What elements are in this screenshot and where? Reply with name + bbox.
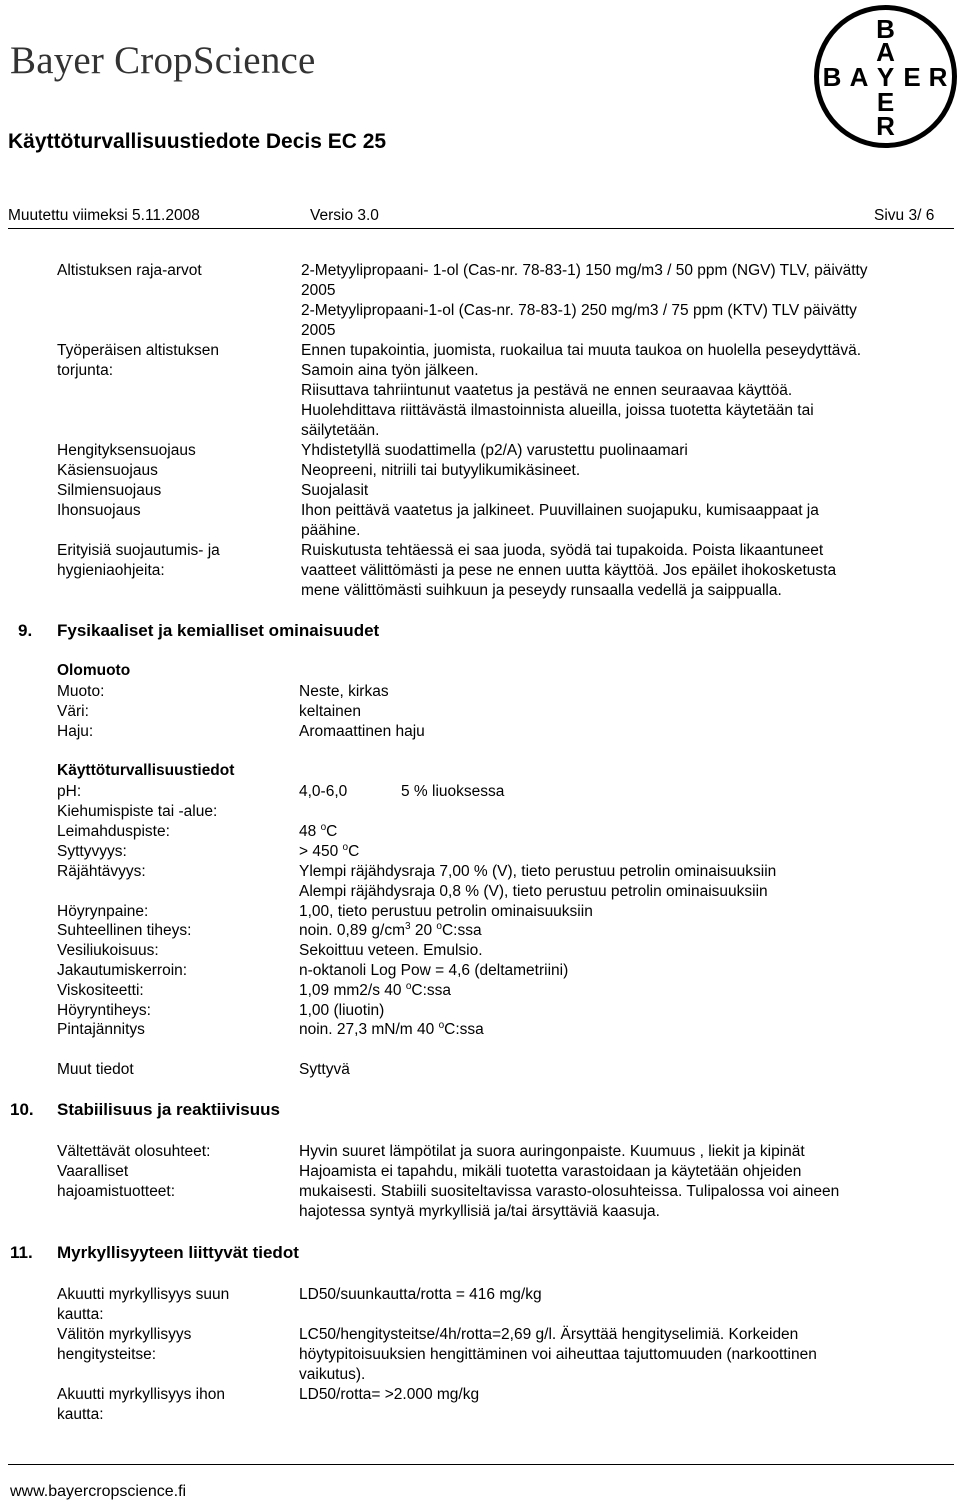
dermal-toxicity-label: kautta: <box>57 1406 104 1423</box>
oral-toxicity-label: kautta: <box>57 1306 104 1323</box>
logo-letter-y: Y <box>876 62 895 92</box>
exposure-control-line: Huolehdittava riittävästä ilmastoinnista alueilla, joissa tuotetta käytetään tai <box>301 402 814 419</box>
exposure-control-line: Riisuttava tahriintunut vaatetus ja pestävä ne ennen seuraavaa käyttöä. <box>301 382 793 399</box>
inhalation-toxicity-label: Välitön myrkyllisyys <box>57 1326 192 1343</box>
exposure-control-label: Työperäisen altistuksen <box>57 342 219 359</box>
appearance-label: Haju: <box>57 723 94 740</box>
header-rule <box>8 228 954 229</box>
hygiene-label: Erityisiä suojautumis- ja <box>57 542 220 559</box>
explosive-line: Ylempi räjähdysraja 7,00 % (V), tieto perustuu petrolin ominaisuuksiin <box>299 863 777 880</box>
ph-label: pH: <box>57 783 82 800</box>
hand-protection-label: Käsiensuojaus <box>57 462 158 479</box>
dermal-toxicity-value: LD50/rotta= >2.000 mg/kg <box>299 1386 480 1403</box>
exposure-control-line: Ennen tupakointia, juomista, ruokailua tai muuta taukoa on huolella peseydyttävä. <box>301 342 862 359</box>
safety-data-heading: Käyttöturvallisuustiedot <box>57 762 235 779</box>
logo-letter-b2: B <box>822 62 842 92</box>
other-info-label: Muut tiedot <box>57 1061 134 1078</box>
footer-rule <box>8 1464 954 1465</box>
skin-protection-line: Ihon peittävä vaatetus ja jalkineet. Puuvillainen suojapuku, kumisaappaat ja <box>301 502 819 519</box>
eye-protection-value: Suojalasit <box>301 482 369 499</box>
oral-toxicity-value: LD50/suunkautta/rotta = 416 mg/kg <box>299 1286 542 1303</box>
ignition-value: > 450 $^o$C <box>299 841 360 860</box>
logo-letter-e: E <box>903 62 921 92</box>
section-9-title: Fysikaaliset ja kemialliset ominaisuudet <box>57 621 380 640</box>
version: Versio 3.0 <box>310 207 379 224</box>
stability-line: hajotessa syntyä myrkyllisiä ja/tai ärsyttäviä kaasuja. <box>299 1203 660 1220</box>
logo-letter-a: A <box>876 37 895 67</box>
logo-letter-e2: E <box>876 87 895 117</box>
exposure-control-label: torjunta: <box>57 362 114 379</box>
appearance-value: Neste, kirkas <box>299 683 389 700</box>
exposure-limits-line: 2-Metyylipropaani- 1-ol (Cas-nr. 78-83-1) 150 mg/m3 / 50 ppm (NGV) TLV, päivätty <box>301 262 868 279</box>
appearance-heading: Olomuoto <box>57 662 131 679</box>
surface-tension-value: noin. 27,3 mN/m 40 $^o$C:ssa <box>299 1019 484 1038</box>
skin-protection-line: päähine. <box>301 522 361 539</box>
exposure-limits-line: 2005 <box>301 322 336 339</box>
logo-letter-r2: R <box>876 111 895 141</box>
appearance-value: keltainen <box>299 703 362 720</box>
solubility-label: Vesiliukoisuus: <box>57 942 159 959</box>
vapour-density-label: Höyryntiheys: <box>57 1002 151 1019</box>
hazardous-decomposition-label: Vaaralliset <box>57 1163 129 1180</box>
respiratory-protection-label: Hengityksensuojaus <box>57 442 196 459</box>
hygiene-line: Ruiskutusta tehtäessä ei saa juoda, syödä tai tupakoida. Poista likaantuneet <box>301 542 824 559</box>
vapour-pressure-label: Höyrynpaine: <box>57 903 149 920</box>
viscosity-label: Viskositeetti: <box>57 982 144 999</box>
stability-line: Hajoamista ei tapahdu, mikäli tuotetta varastoidaan ja käytetään ohjeiden <box>299 1163 802 1180</box>
inhalation-toxicity-label: hengitysteitse: <box>57 1346 157 1363</box>
inhalation-toxicity-line: höytypitoisuuksien hengittäminen voi aiheuttaa tajuttomuuden (narkoottinen <box>299 1346 817 1363</box>
brand-name: Bayer CropScience <box>10 39 316 82</box>
bayer-cross-logo <box>813 4 958 149</box>
appearance-value: Aromaattinen haju <box>299 723 425 740</box>
section-9-number: 9. <box>18 621 33 640</box>
explosive-label: Räjähtävyys: <box>57 863 146 880</box>
hand-protection-value: Neopreeni, nitriili tai butyylikumikäsineet. <box>301 462 581 479</box>
appearance-label: Muoto: <box>57 683 105 700</box>
respiratory-protection-value: Yhdistetyllä suodattimella (p2/A) varustettu puolinaamari <box>301 442 688 459</box>
exposure-control-line: säilytetään. <box>301 422 380 439</box>
exposure-control-line: Samoin aina työn jälkeen. <box>301 362 479 379</box>
stability-line: Hyvin suuret lämpötilat ja suora auringonpaiste. Kuumuus , liekit ja kipinät <box>299 1143 805 1160</box>
logo-letter-r: R <box>928 62 948 92</box>
exposure-limits-line: 2-Metyylipropaani-1-ol (Cas-nr. 78-83-1) 250 mg/m3 / 75 ppm (KTV) TLV päivätty <box>301 302 857 319</box>
vapour-pressure-value: 1,00, tieto perustuu petrolin ominaisuuksiin <box>299 903 593 920</box>
logo-letter-a2: A <box>849 62 869 92</box>
section-11-number: 11. <box>10 1243 33 1262</box>
footer-url[interactable]: www.bayercropscience.fi <box>10 1483 187 1500</box>
appearance-label: Väri: <box>57 703 89 720</box>
hygiene-label: hygieniaohjeita: <box>57 562 165 579</box>
flash-point-label: Leimahduspiste: <box>57 823 170 840</box>
solubility-value: Sekoittuu veteen. Emulsio. <box>299 942 483 959</box>
document-title: Käyttöturvallisuustiedote Decis EC 25 <box>8 130 387 153</box>
vapour-density-value: 1,00 (liuotin) <box>299 1002 385 1019</box>
oral-toxicity-label: Akuutti myrkyllisyys suun <box>57 1286 230 1303</box>
partition-coefficient-value: n-oktanoli Log Pow = 4,6 (deltametriini) <box>299 962 569 979</box>
explosive-line: Alempi räjähdysraja 0,8 % (V), tieto perustuu petrolin ominaisuuksiin <box>299 883 768 900</box>
ignition-label: Syttyvyys: <box>57 843 127 860</box>
skin-protection-label: Ihonsuojaus <box>57 502 141 519</box>
ph-note: 5 % liuoksessa <box>401 783 505 800</box>
inhalation-toxicity-line: vaikutus). <box>299 1366 366 1383</box>
section-11-title: Myrkyllisyyteen liittyvät tiedot <box>57 1243 299 1262</box>
eye-protection-label: Silmiensuojaus <box>57 482 162 499</box>
relative-density-label: Suhteellinen tiheys: <box>57 922 192 939</box>
viscosity-value: 1,09 mm2/s 40 $^o$C:ssa <box>299 980 452 999</box>
section-10-title: Stabiilisuus ja reaktiivisuus <box>57 1100 280 1119</box>
page-number: Sivu 3/ 6 <box>874 207 935 224</box>
exposure-limits-label: Altistuksen raja-arvot <box>57 262 202 279</box>
hygiene-line: vaatteet välittömästi ja pese ne ennen uutta käyttöä. Jos epäilet ihokosketusta <box>301 562 837 579</box>
exposure-limits-line: 2005 <box>301 282 336 299</box>
logo-letter-b: B <box>876 14 895 44</box>
flash-point-value: 48 $^o$C <box>299 821 338 840</box>
boiling-point-label: Kiehumispiste tai -alue: <box>57 803 218 820</box>
dermal-toxicity-label: Akuutti myrkyllisyys ihon <box>57 1386 225 1403</box>
inhalation-toxicity-line: LC50/hengitysteitse/4h/rotta=2,69 g/l. Ärsyttää hengityselimiä. Korkeiden <box>299 1326 799 1343</box>
conditions-to-avoid-label: Vältettävät olosuhteet: <box>57 1143 211 1160</box>
partition-coefficient-label: Jakautumiskerroin: <box>57 962 188 979</box>
other-info-value: Syttyvä <box>299 1061 350 1078</box>
stability-line: mukaisesti. Stabiili suositeltavissa varasto-olosuhteissa. Tulipalossa voi aineen <box>299 1183 840 1200</box>
section-10-number: 10. <box>10 1100 34 1119</box>
modified-date: Muutettu viimeksi 5.11.2008 <box>8 207 200 224</box>
surface-tension-label: Pintajännitys <box>57 1021 145 1038</box>
relative-density-value: noin. 0,89 $g/cm^3$ 20 $^o$C:ssa <box>299 920 482 939</box>
ph-value: 4,0-6,0 <box>299 783 348 800</box>
hazardous-decomposition-label: hajoamistuotteet: <box>57 1183 176 1200</box>
hygiene-line: mene välittömästi suihkuun ja peseydy runsaalla vedellä ja saippualla. <box>301 582 782 599</box>
